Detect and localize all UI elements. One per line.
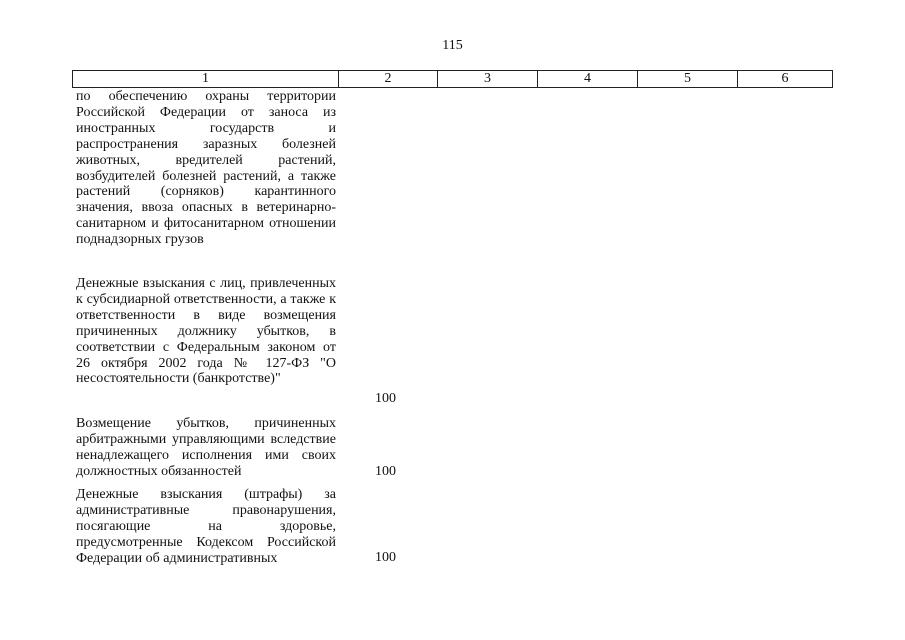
table-row	[76, 487, 396, 567]
column-header-2: 2	[339, 71, 438, 87]
row-description: по обеспечению охраны территории Российской Федерации от заноса из иностранных государств и распространения заразных болезней животных, вредителей растений, возбудителей болезней растений, а также растений (сорняков) карантинного значения, ввоза опасных в ветеринарно-санитарном и фитосанитарном отношении поднадзорных грузов	[76, 89, 336, 248]
row-description: Денежные взыскания (штрафы) за административные правонарушения, посягающие на здоровье, предусмотренные Кодексом Российской Федерации об административных	[76, 487, 336, 566]
table-row	[76, 276, 396, 406]
row-description: Возмещение убытков, причиненных арбитражными управляющими вследствие ненадлежащего исполнения ими своих должностных обязанностей	[76, 416, 336, 479]
table-row	[76, 416, 396, 480]
column-header-4: 4	[538, 71, 638, 87]
page-number: 115	[442, 38, 463, 53]
column-header-5: 5	[638, 71, 738, 87]
row-value-column-2: 100	[375, 391, 396, 406]
table-header-row	[72, 70, 833, 88]
column-header-6: 6	[781, 71, 789, 86]
column-header-1: 1	[73, 71, 339, 87]
row-value-column-2: 100	[375, 550, 396, 565]
row-value-column-2: 100	[375, 464, 396, 479]
row-description: Денежные взыскания с лиц, привлеченных к субсидиарной ответственности, а также к ответственности в виде возмещения причиненных должнику убытков, в соответствии с Федеральным законом от 26 октября 2002 года № 127-ФЗ "О несостоятельности (банкротстве)"	[76, 276, 336, 387]
table-row	[76, 89, 336, 248]
column-header-3: 3	[438, 71, 538, 87]
